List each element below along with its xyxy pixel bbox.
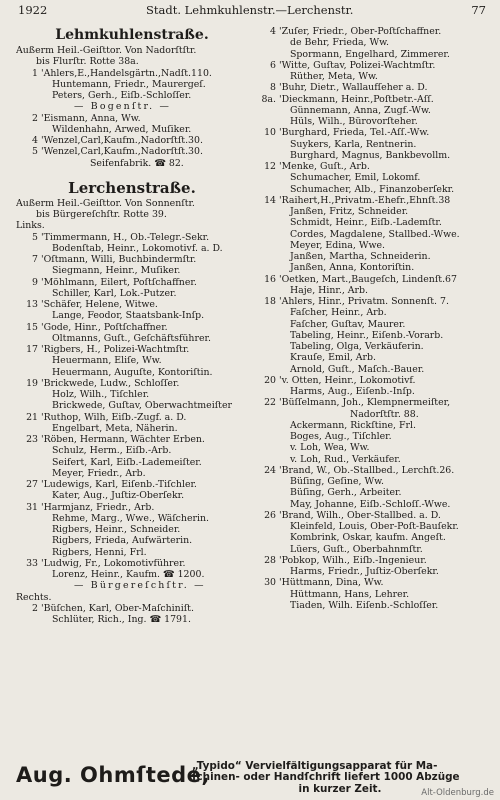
left-column xyxy=(16,26,248,625)
house-number: 33 xyxy=(26,557,38,569)
resident-entry: 'Brand, Wilh., Ober-Stallbed. a. D. xyxy=(279,509,441,521)
directory-entry xyxy=(16,412,248,423)
resident-entry: Schlüter, Rich., Ing. ☎ 1791. xyxy=(52,614,191,625)
resident-entry: Heuermann, Eliſe, Ww. xyxy=(52,355,162,367)
directory-entry xyxy=(254,94,490,105)
resident-entry: Hüls, Wilh., Bürovorſteher. xyxy=(290,116,418,127)
resident-entry: Schumacher, Alb., Finanzoberſekr. xyxy=(290,183,455,195)
house-number: 5 xyxy=(32,146,38,158)
resident-entry: Büſing, Geſine, Ww. xyxy=(290,476,384,487)
advertiser-name: Aug. Ohmſtede, xyxy=(16,763,210,787)
resident-entry: 'Harmjanz, Friedr., Arb. xyxy=(41,501,155,513)
street-description: Außerm Heil.-Geiſttor. Von Sonnenſtr. xyxy=(16,197,195,209)
resident-entry: Peters, Gerh., Eiſb.-Schloſſer. xyxy=(52,90,192,101)
resident-entry: Rigbers, Henni, Frl. xyxy=(52,546,147,558)
resident-entry: Kombrink, Oskar, kaufm. Angeſt. xyxy=(290,532,446,544)
house-number: 20 xyxy=(264,374,276,386)
resident-entry: Bodenſtab, Heinr., Lokomotivf. a. D. xyxy=(52,242,223,254)
directory-entry xyxy=(16,322,248,333)
resident-entry: v. Loh, Rud., Verkäufer. xyxy=(290,453,401,465)
ad-line: in kurzer Zeit. xyxy=(298,782,382,795)
resident-entry: de Behr, Frieda, Ww. xyxy=(290,37,390,49)
directory-entry xyxy=(16,113,248,124)
resident-entry: Seifenfabrik. ☎ 82. xyxy=(90,157,184,169)
directory-entry xyxy=(254,161,490,172)
resident-entry: Tabeling, Heinr., Eiſenb.-Vorarb. xyxy=(290,329,444,341)
resident-entry: 'Ludwig, Fr., Lokomotivführer. xyxy=(41,557,186,569)
side-label: Links. xyxy=(16,220,45,232)
house-number: 9 xyxy=(32,276,38,288)
resident-entry: Janßen, Fritz, Schneider. xyxy=(290,206,409,217)
directory-entry xyxy=(16,344,248,355)
resident-entry: Wildenhahn, Arwed, Muſiker. xyxy=(52,123,192,135)
resident-entry: Huntemann, Friedr., Maurergeſ. xyxy=(52,78,206,90)
resident-entry: Harms, Friedr., Juſtiz-Oberſekr. xyxy=(290,566,439,577)
house-number: 26 xyxy=(264,509,276,521)
house-number: 7 xyxy=(32,254,38,265)
resident-entry: Rehme, Marg., Wwe., Wäſcherin. xyxy=(52,512,210,524)
street-description: bis Flurſtr. Rotte 38a. xyxy=(36,56,139,68)
directory-entry xyxy=(16,68,248,79)
resident-entry: Krauſe, Emil, Arb. xyxy=(290,352,377,364)
directory-entry xyxy=(254,296,490,307)
resident-entry: 'Büſſelmann, Joh., Klempnermeiſter, xyxy=(279,397,451,409)
resident-entry: Faſcher, Guſtav, Maurer. xyxy=(290,318,406,330)
house-number: 2 xyxy=(32,602,38,614)
resident-entry: Seifert, Karl, Eiſb.-Lademeiſter. xyxy=(52,456,202,468)
resident-entry: 'Ahlers, Hinr., Privatm. Sonnenſt. 7. xyxy=(279,296,449,307)
house-number: 1 xyxy=(32,67,38,79)
resident-entry: 'Rigbers, H., Polizei-Wachtmſtr. xyxy=(41,344,190,355)
directory-entry xyxy=(16,558,248,569)
house-number: 14 xyxy=(264,194,276,206)
house-number: 27 xyxy=(26,479,38,490)
resident-entry: May, Johanne, Eiſb.-Schloſſ.-Wwe. xyxy=(290,498,451,510)
directory-entry xyxy=(254,397,490,408)
source-watermark: Alt-Oldenburg.de xyxy=(421,788,494,798)
directory-entry xyxy=(254,82,490,93)
resident-entry: Holz, Wilh., Tiſchler. xyxy=(52,389,150,400)
directory-entry xyxy=(254,60,490,71)
resident-entry: Tiaden, Wilh. Eiſenb.-Schloſſer. xyxy=(290,599,439,611)
resident-entry: 'Wenzel,Carl,Kaufm.,Nadorſtſt.30. xyxy=(41,135,203,146)
side-label: Rechts. xyxy=(16,591,52,603)
resident-entry: 'Pobkop, Wilh., Eiſb.-Ingenieur. xyxy=(279,554,427,566)
house-number: 4 xyxy=(270,26,276,37)
house-number: 18 xyxy=(264,296,276,307)
resident-entry: Lüers, Guſt., Oberbahnmſtr. xyxy=(290,543,423,555)
house-number: 15 xyxy=(26,321,38,333)
house-number: 28 xyxy=(264,554,276,566)
resident-entry: 'Ahlers,E.,Handelsgärtn.,Nadſt.110. xyxy=(41,67,212,79)
directory-entry xyxy=(16,502,248,513)
directory-entry xyxy=(16,378,248,389)
house-number: 19 xyxy=(26,377,38,389)
directory-entry xyxy=(16,254,248,265)
resident-entry: Tabeling, Olga, Verkäuferin. xyxy=(290,341,424,352)
resident-entry: Lange, Feodor, Staatsbank-Inſp. xyxy=(52,310,205,322)
resident-entry: Janßen, Martha, Schneiderin. xyxy=(290,251,431,262)
cross-street: — Bogenſtr. — xyxy=(74,101,172,113)
resident-entry: Meyer, Friedr., Arb. xyxy=(52,467,146,479)
directory-entry xyxy=(16,603,248,614)
house-number: 12 xyxy=(264,161,276,172)
directory-entry xyxy=(254,195,490,206)
directory-entry xyxy=(16,277,248,288)
page-number: 77 xyxy=(471,3,486,17)
house-number: 4 xyxy=(32,135,38,146)
house-number: 8 xyxy=(270,82,276,94)
house-number: 2 xyxy=(32,112,38,124)
directory-entry xyxy=(254,26,490,37)
street-heading: Lehmkuhlenstraße. xyxy=(55,27,209,43)
resident-entry: 'Raihert,H.,Privatm.-Ehefr.,Ehnſt.38 xyxy=(279,194,451,206)
resident-entry: v. Loh, Wea, Ww. xyxy=(290,442,370,454)
resident-entry: 'Witte, Guſtav, Polizei-Wachtmſtr. xyxy=(279,59,436,71)
resident-entry: Rigbers, Heinr., Schneider. xyxy=(52,524,181,535)
resident-entry: Harms, Aug., Eiſenb.-Inſp. xyxy=(290,386,415,397)
resident-entry: 'Dieckmann, Heinr.,Poſtbetr.-Aſſ. xyxy=(279,93,434,105)
resident-entry: 'Büſchen, Karl, Ober-Maſchiniſt. xyxy=(41,602,194,614)
resident-entry: Rigbers, Frieda, Aufwärterin. xyxy=(52,535,193,547)
directory-entry xyxy=(254,127,490,138)
resident-entry: Schulz, Herm., Eiſb.-Arb. xyxy=(52,445,172,457)
resident-entry: 'Timmermann, H., Ob.-Telegr.-Sekr. xyxy=(41,231,210,243)
resident-entry: 'v. Otten, Heinr., Lokomotivf. xyxy=(279,374,416,386)
street-description: Außerm Heil.-Geiſttor. Von Nadorſtſtr. xyxy=(16,45,197,56)
advertisement xyxy=(14,761,490,795)
street-heading: Lerchenstraße. xyxy=(68,178,196,197)
resident-entry: Faſcher, Heinr., Arb. xyxy=(290,307,387,319)
ad-line: ſchinen- oder Handſchrift liefert 1000 Abzüge xyxy=(192,771,460,784)
resident-entry: Haje, Hinr., Arb. xyxy=(290,284,369,296)
page-year: 1922 xyxy=(18,3,48,17)
resident-entry: 'Oſtmann, Willi, Buchbindermſtr. xyxy=(41,254,197,265)
resident-entry: Hüttmann, Hans, Lehrer. xyxy=(290,588,410,600)
directory-entry xyxy=(254,274,490,285)
resident-entry: Siegmann, Heinr., Muſiker. xyxy=(52,265,181,277)
resident-entry: Kater, Aug., Juſtiz-Oberſekr. xyxy=(52,490,185,502)
directory-entry xyxy=(254,510,490,521)
resident-entry: Burghard, Magnus, Bankbevollm. xyxy=(290,149,451,161)
house-number: 23 xyxy=(26,434,38,445)
house-number: 21 xyxy=(26,411,38,423)
directory-entry xyxy=(16,479,248,490)
directory-entry xyxy=(16,232,248,243)
resident-entry: 'Wenzel,Carl,Kaufm.,Nadorſtſt.30. xyxy=(41,146,203,158)
resident-entry: 'Eismann, Anna, Ww. xyxy=(41,112,141,124)
resident-entry: Rüther, Meta, Ww. xyxy=(290,71,378,82)
directory-entry xyxy=(16,146,248,157)
directory-entry xyxy=(254,577,490,588)
resident-entry: Meyer, Edina, Wwe. xyxy=(290,239,386,251)
house-number: 31 xyxy=(26,501,38,513)
street-description: bis Bürgereſchſtr. Rotte 39. xyxy=(36,209,167,220)
resident-entry: 'Hüttmann, Dina, Ww. xyxy=(279,577,384,589)
resident-entry: Schiller, Karl, Lok.-Putzer. xyxy=(52,287,177,299)
ad-line: „Typido“ Vervielfältigungsapparat für Ma- xyxy=(192,760,438,772)
directory-entry xyxy=(16,299,248,310)
resident-entry: 'Oetken, Mart.,Baugeſch, Lindenſt.67 xyxy=(279,273,457,285)
resident-entry: 'Brand, W., Ob.-Stallbed., Lerchſt.26. xyxy=(279,464,455,476)
resident-entry: Lorenz, Heinr., Kaufm. ☎ 1200. xyxy=(52,569,205,580)
directory-entry xyxy=(254,465,490,476)
house-number: 17 xyxy=(26,344,38,355)
resident-entry: 'Burghard, Frieda, Tel.-Aſſ.-Ww. xyxy=(279,127,430,139)
resident-entry: 'Schäfer, Helene, Witwe. xyxy=(41,299,158,310)
resident-entry: Cordes, Magdalene, Stallbed.-Wwe. xyxy=(290,228,460,240)
house-number: 6 xyxy=(270,59,276,71)
page-header xyxy=(18,3,486,19)
directory-entry xyxy=(16,434,248,445)
resident-entry: 'Brickwede, Ludw., Schloſſer. xyxy=(41,377,180,389)
directory-entry xyxy=(16,135,248,146)
resident-entry: Schumacher, Emil, Lokomf. xyxy=(290,172,421,184)
resident-entry: 'Röben, Hermann, Wächter Erben. xyxy=(41,434,205,445)
cross-street: — Bürgereſchſtr. — xyxy=(74,580,206,592)
resident-entry: 'Ruthop, Wilh, Eiſb.-Zugf. a. D. xyxy=(41,411,187,423)
resident-entry: 'Buhr, Dietr., Wallaufſeher a. D. xyxy=(279,82,428,94)
house-number: 24 xyxy=(264,464,276,476)
resident-entry: Spormann, Engelhard, Zimmerer. xyxy=(290,48,450,60)
resident-entry: Günnemann, Anna, Zugf.-Ww. xyxy=(290,104,431,116)
page-title: Stadt. Lehmkuhlenstr.—Lerchenstr. xyxy=(146,3,354,17)
resident-entry: Brickwede, Guſtav, Oberwachtmeiſter xyxy=(52,400,232,412)
right-column xyxy=(254,26,490,611)
resident-entry: 'Gode, Hinr., Poſtſchaffner. xyxy=(41,321,168,333)
house-number: 22 xyxy=(264,397,276,409)
resident-entry: Kleinfeld, Louis, Ober-Poſt-Bauſekr. xyxy=(290,521,459,532)
directory-entry xyxy=(254,375,490,386)
house-number: 5 xyxy=(32,231,38,243)
house-number: 30 xyxy=(264,577,276,589)
house-number: 8a. xyxy=(261,93,276,105)
resident-entry: Janßen, Anna, Kontoriſtin. xyxy=(290,262,415,274)
resident-entry: Ackermann, Rickſtine, Frl. xyxy=(290,419,416,431)
resident-entry: Oltmanns, Guſt., Geſchäftsführer. xyxy=(52,332,211,344)
resident-entry: 'Menke, Guſt., Arb. xyxy=(279,161,370,172)
resident-entry: Schmidt, Heinr., Eiſb.-Lademſtr. xyxy=(290,217,442,229)
house-number: 16 xyxy=(264,273,276,285)
house-number: 13 xyxy=(26,299,38,310)
resident-entry: Nadorſtſtr. 88. xyxy=(350,408,419,420)
resident-entry: Heuermann, Auguſte, Kontoriſtin. xyxy=(52,366,213,378)
resident-entry: Arnold, Guſt., Maſch.-Bauer. xyxy=(290,363,425,375)
house-number: 10 xyxy=(264,127,276,139)
resident-entry: 'Zuſer, Friedr., Ober-Poſtſchaffner. xyxy=(279,26,442,37)
resident-entry: 'Möhlmann, Eilert, Poſtſchaffner. xyxy=(41,276,197,288)
resident-entry: Engelbart, Meta, Näherin. xyxy=(52,422,178,434)
resident-entry: Büſing, Gerh., Arbeiter. xyxy=(290,487,402,499)
resident-entry: Suykers, Karla, Rentnerin. xyxy=(290,138,417,150)
resident-entry: 'Ludewigs, Karl, Eiſenb.-Tiſchler. xyxy=(41,479,197,490)
resident-entry: Boges, Aug., Tiſchler. xyxy=(290,431,392,442)
directory-entry xyxy=(254,555,490,566)
